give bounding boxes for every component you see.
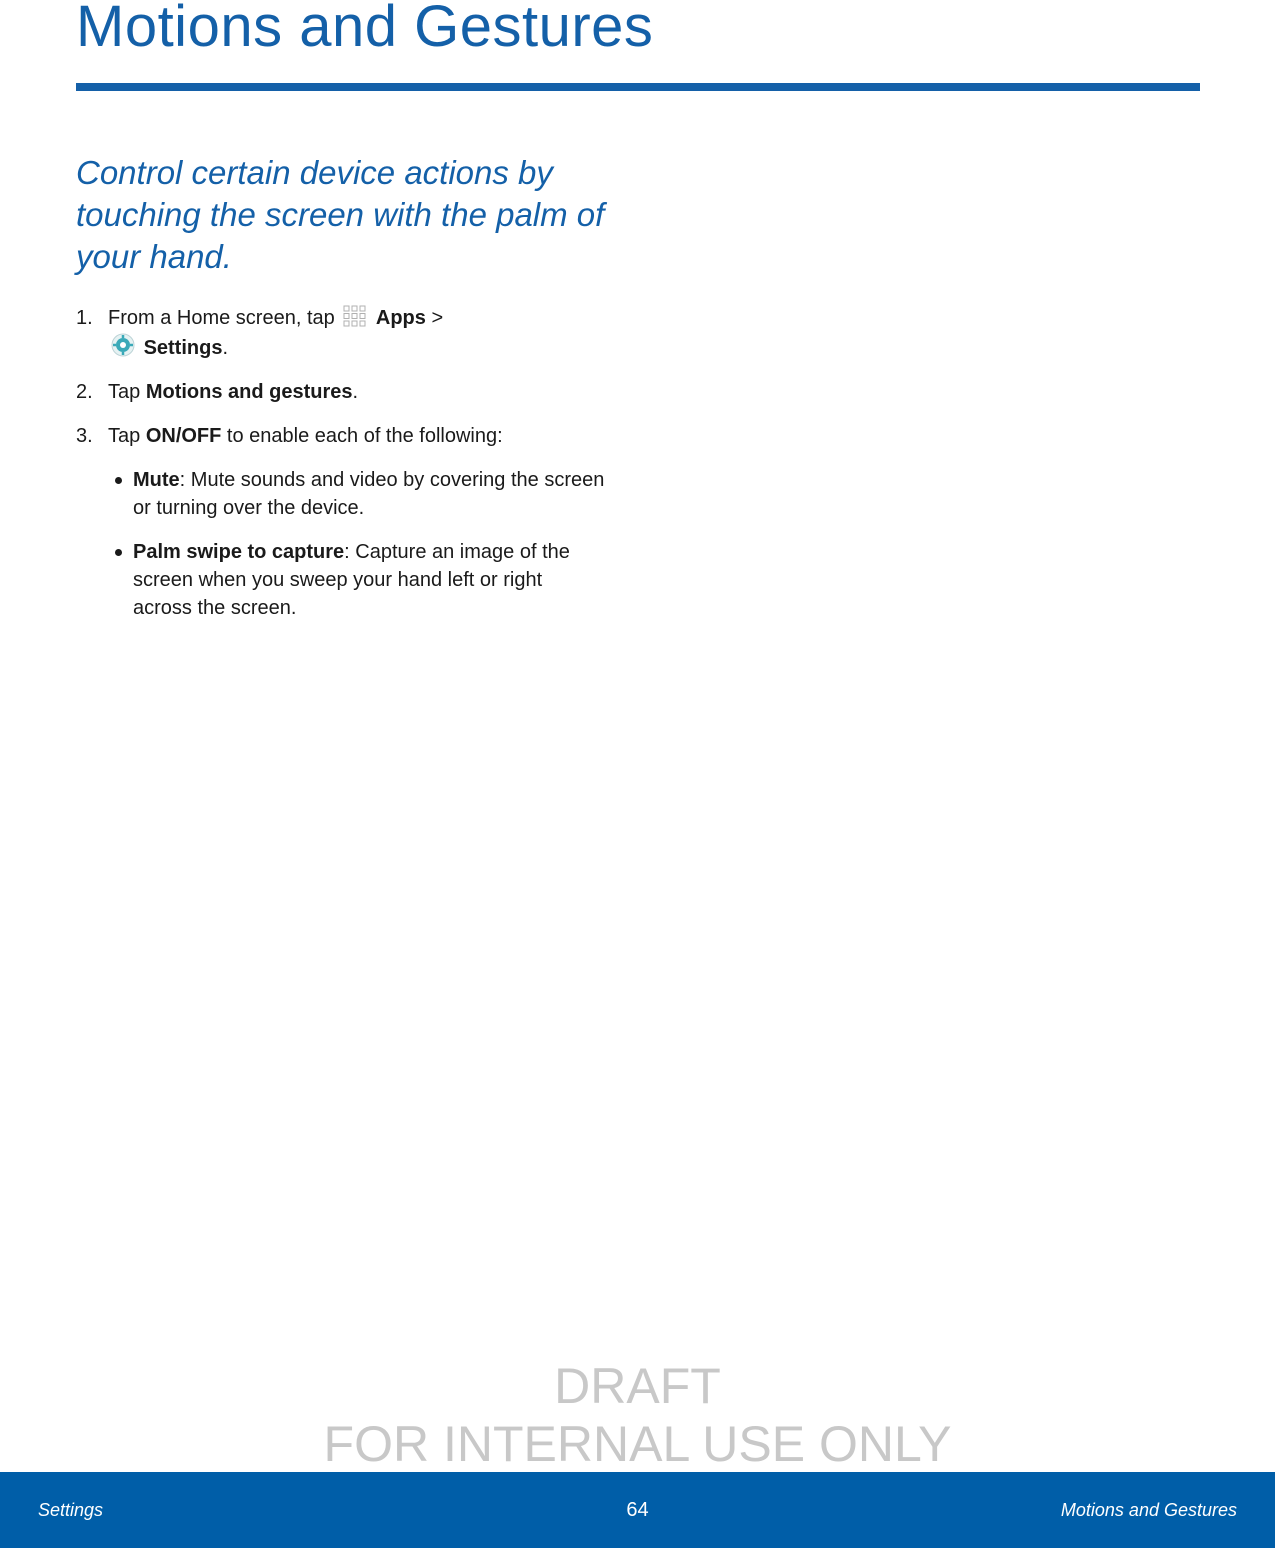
step-post: . xyxy=(352,381,359,403)
bullet-title: Palm swipe to capture xyxy=(133,541,345,563)
step-3 xyxy=(76,422,606,450)
step-bold: ON/OFF xyxy=(145,425,222,447)
step-text: Tap xyxy=(108,381,141,403)
step-number: 1. xyxy=(76,307,93,329)
title-rule xyxy=(76,83,1200,91)
watermark-internal: FOR INTERNAL USE ONLY xyxy=(323,1416,952,1472)
step-text: From a Home screen, tap xyxy=(108,307,335,329)
bullet-text: : Mute sounds and video by covering the screen or turning over the device. xyxy=(133,469,605,519)
step-2 xyxy=(76,378,606,406)
step-number: 2. xyxy=(76,381,93,403)
bullet-dot xyxy=(115,549,122,556)
apps-label: Apps xyxy=(375,307,426,329)
settings-label: Settings xyxy=(143,337,223,359)
step-number: 3. xyxy=(76,425,93,447)
watermark-draft: DRAFT xyxy=(554,1358,721,1414)
intro-text: Control certain device actions by touching the screen with the palm of your hand. xyxy=(76,154,605,275)
footer-chapter: Motions and Gestures xyxy=(1060,1500,1237,1520)
page-footer xyxy=(0,1472,1275,1548)
bullet-mute xyxy=(76,466,606,522)
step-1 xyxy=(76,304,606,362)
step-bold: Motions and gestures xyxy=(145,381,353,403)
step-text: Tap xyxy=(108,425,141,447)
steps-list xyxy=(76,304,606,638)
apps-grid-icon xyxy=(342,304,368,328)
bullet-palm-swipe xyxy=(76,538,606,622)
settings-gear-icon xyxy=(110,332,136,358)
bullet-list xyxy=(76,466,606,622)
footer-section: Settings xyxy=(38,1500,104,1520)
bullet-title: Mute xyxy=(133,469,180,491)
page-number: 64 xyxy=(626,1499,649,1521)
separator: > xyxy=(431,307,444,329)
period: . xyxy=(222,337,229,359)
step-post: to enable each of the following: xyxy=(226,425,503,447)
page-title: Motions and Gestures xyxy=(76,0,654,59)
bullet-dot xyxy=(115,477,122,484)
bullet-text: : Capture an image of the screen when you sweep your hand left or right across the screen. xyxy=(133,541,570,619)
